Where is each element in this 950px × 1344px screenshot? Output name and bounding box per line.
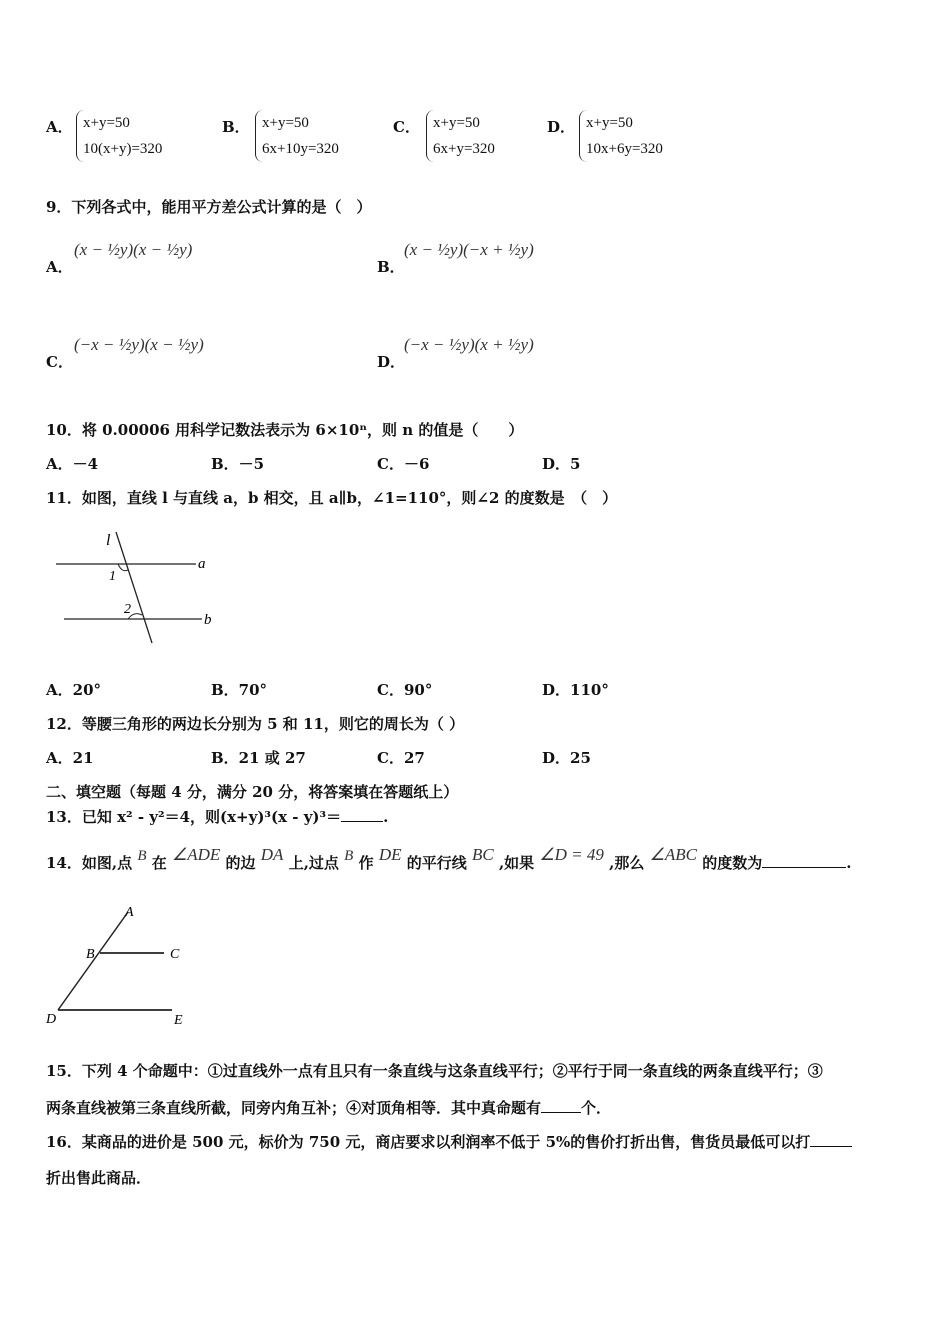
answer-blank[interactable] [341, 807, 383, 822]
q11-option-d: D．110° [542, 681, 609, 699]
q14-stem [46, 845, 852, 873]
q12-option-c: C．27 [377, 749, 425, 767]
q10-stem: 10．将 0.00006 用科学记数法表示为 6×10ⁿ，则 n 的值是（ ） [46, 421, 524, 439]
q13-end: . [383, 808, 389, 826]
label-1: 1 [109, 569, 116, 584]
line-l [116, 532, 152, 643]
q12-option-a: A．21 [46, 749, 94, 767]
q8-option-d-letter: D． [547, 118, 576, 136]
q10-option-d: D．5 [542, 455, 581, 473]
q16-line-2: 折出售此商品． [46, 1169, 152, 1187]
q9-option-c-expr: (−x − ½y)(x − ½y) [74, 335, 204, 354]
q11-figure [46, 525, 246, 655]
q9-option-a-expr: (x − ½y)(x − ½y) [74, 240, 193, 259]
q13-text: 13．已知 x² - y²＝4，则(x+y)³(x - y)³＝ [46, 808, 342, 826]
q15-text: 两条直线被第三条直线所截，同旁内角互补；④对顶角相等．其中真命题有 [46, 1099, 542, 1117]
label-2: 2 [124, 602, 131, 617]
q14-text: 上,过点 [288, 854, 339, 872]
q8-option-a-system [76, 110, 162, 162]
math-da: DA [260, 845, 284, 864]
math-de: DE [378, 845, 402, 864]
q11-option-c: C．90° [377, 681, 433, 699]
answer-blank[interactable] [541, 1098, 581, 1113]
equation: x+y=50 [586, 115, 633, 131]
equation: 10(x+y)=320 [83, 141, 163, 157]
q9-option-d-letter: D． [377, 353, 406, 371]
q11-stem: 11．如图，直线 l 与直线 a，b 相交，且 a∥b，∠1=110°，则∠2 的度数是 （ ） [46, 489, 618, 507]
label-d: D [46, 1012, 57, 1027]
q9-option-a-letter: A． [46, 258, 73, 276]
math-bc: BC [471, 845, 494, 864]
math-angle-abc: ∠ABC [649, 845, 697, 864]
q10-option-a: A．－4 [46, 455, 99, 473]
label-e: E [174, 1013, 183, 1028]
q16-line-1 [46, 1131, 852, 1152]
q13-stem [46, 806, 388, 827]
q12-option-b: B．21 或 27 [211, 749, 306, 767]
q14-text: 在 [151, 854, 167, 872]
q10-option-c: C．－6 [377, 455, 430, 473]
equation: x+y=50 [262, 115, 309, 131]
q10-option-b: B．－5 [211, 455, 265, 473]
q11-option-b: B．70° [211, 681, 268, 699]
q15-end: 个． [581, 1099, 612, 1117]
q8-option-b-system [255, 110, 339, 162]
q8-option-c-letter: C． [393, 118, 420, 136]
math-b: B [344, 848, 354, 864]
q14-text: 作 [358, 854, 374, 872]
q9-stem: 9．下列各式中，能用平方差公式计算的是（ ） [46, 198, 372, 216]
equation: x+y=50 [83, 115, 130, 131]
q11-option-a: A．20° [46, 681, 102, 699]
q14-figure [40, 898, 200, 1033]
q14-end: . [846, 854, 852, 872]
equation: 6x+y=320 [433, 141, 495, 157]
q9-option-c-letter: C． [46, 353, 73, 371]
math-angle-d: ∠D = 49 [539, 845, 604, 864]
q8-option-d-system [579, 110, 663, 162]
label-a: a [198, 556, 206, 572]
equation: x+y=50 [433, 115, 480, 131]
q16-text: 16．某商品的进价是 500 元，标价为 750 元，商店要求以利润率不低于 5%的售价打折出售，售货员最低可以打 [46, 1133, 811, 1151]
q8-option-a-letter: A． [46, 118, 73, 136]
answer-blank[interactable] [810, 1132, 852, 1147]
q9-option-b-expr: (x − ½y)(−x + ½y) [404, 240, 534, 259]
q9-option-d-expr: (−x − ½y)(x + ½y) [404, 335, 534, 354]
label-c: C [170, 947, 180, 962]
q14-text: 的平行线 [406, 854, 467, 872]
q12-option-d: D．25 [542, 749, 591, 767]
q15-line-2 [46, 1097, 611, 1118]
q8-option-c-system [426, 110, 495, 162]
label-a: A [125, 905, 134, 920]
q14-text: 的度数为 [702, 854, 763, 872]
q12-stem: 12．等腰三角形的两边长分别为 5 和 11，则它的周长为（ ） [46, 715, 465, 733]
label-b: b [204, 612, 212, 628]
q14-text: ,那么 [609, 854, 645, 872]
q15-line-1: 15．下列 4 个命题中：①过直线外一点有且只有一条直线与这条直线平行；②平行于同一条直线的两条直线平行；③ [46, 1062, 823, 1080]
label-b: B [86, 947, 95, 962]
math-angle-ade: ∠ADE [172, 845, 221, 864]
q14-text: ,如果 [498, 854, 535, 872]
equation: 6x+10y=320 [262, 141, 339, 157]
equation: 10x+6y=320 [586, 141, 663, 157]
q8-option-b-letter: B． [222, 118, 250, 136]
label-l: l [106, 532, 111, 549]
q14-text: 14．如图,点 [46, 854, 133, 872]
section-2-heading: 二、填空题（每题 4 分，满分 20 分，将答案填在答题纸上） [46, 783, 459, 801]
q14-text: 的边 [225, 854, 256, 872]
answer-blank[interactable] [762, 853, 846, 868]
math-b: B [137, 848, 147, 864]
q9-option-b-letter: B． [377, 258, 405, 276]
